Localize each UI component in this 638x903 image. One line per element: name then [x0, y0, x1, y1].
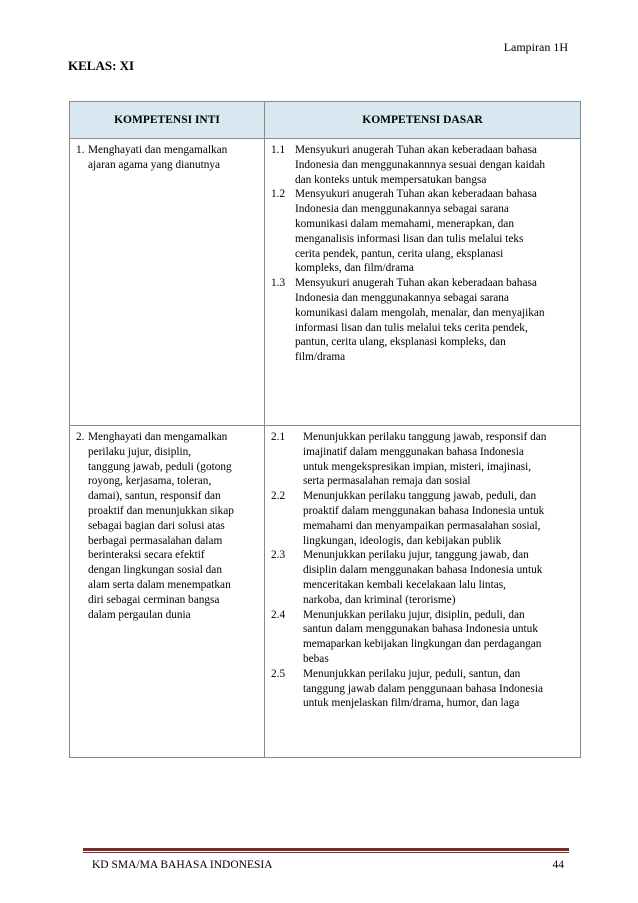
kd-text: [295, 143, 576, 187]
kd-item: [271, 187, 576, 276]
kd-line: untuk menjelaskan film/drama, humor, dan laga: [303, 697, 520, 710]
ki-text: [88, 143, 260, 173]
ki-text: [88, 430, 260, 622]
kd-line: Indonesia dan menggunakannya sebagai sarana: [295, 291, 509, 304]
kd-line: menganalisis informasi lisan dan tulis melalui teks: [295, 232, 524, 245]
kd-item: [271, 276, 576, 365]
kd-line: untuk mengekspresikan impian, misteri, imajinasi,: [303, 460, 532, 473]
kd-number: 1.3: [271, 277, 286, 290]
attachment-label: Lampiran 1H: [503, 40, 568, 54]
kd-line: informasi lisan dan tulis melalui teks cerita pendek,: [295, 321, 528, 334]
kd-number: 2.5: [271, 667, 286, 680]
kd-line: Menunjukkan perilaku jujur, tanggung jawab, dan: [303, 549, 529, 562]
kd-text: [303, 667, 576, 711]
kd-text: [303, 608, 576, 667]
kd-line: serta permasalahan remaja dan sosial: [303, 475, 471, 488]
kd-line: Indonesia dan menggunakannnya sesuai dengan kaidah: [295, 158, 546, 171]
kd-line: Menunjukkan perilaku jujur, disiplin, peduli, dan: [303, 608, 525, 621]
kd-line: Mensyukuri anugerah Tuhan akan keberadaan bahasa: [295, 188, 537, 201]
kd-line: tanggung jawab dalam penggunaan bahasa Indonesia: [303, 682, 543, 695]
footer-title: KD SMA/MA BAHASA INDONESIA: [92, 859, 273, 871]
ki-line: sebagai bagian dari solusi atas: [88, 519, 225, 532]
ki-line: perilaku jujur, disiplin,: [88, 445, 192, 458]
kd-number: 1.2: [271, 188, 286, 201]
ki-line: berinteraksi secara efektif: [88, 549, 205, 562]
kd-number: 2.1: [271, 431, 286, 443]
kd-line: cerita pendek, pantun, cerita ulang, eksplanasi: [295, 247, 504, 260]
ki-line: Menghayati dan mengamalkan: [88, 431, 228, 443]
table-header-row: [70, 102, 581, 139]
kd-line: memahami dan menyampaikan permasalahan sosial,: [303, 519, 541, 532]
kd-text: [295, 187, 576, 276]
kd-line: Menunjukkan perilaku tanggung jawab, responsif dan: [303, 431, 547, 443]
table-row: [70, 426, 581, 758]
kd-item: [271, 143, 576, 187]
kd-line: Mensyukuri anugerah Tuhan akan keberadaan bahasa: [295, 144, 537, 156]
kd-line: lingkungan, ideologis, dan kebijakan publik: [303, 534, 502, 547]
ki-line: tanggung jawab, peduli (gotong: [88, 460, 232, 473]
kd-line: Menunjukkan perilaku jujur, peduli, santun, dan: [303, 667, 521, 680]
page-number: 44: [552, 859, 564, 871]
kd-text: [303, 548, 576, 607]
ki-number: 2.: [76, 431, 85, 443]
kd-line: narkoba, dan kriminal (terorisme): [303, 593, 456, 606]
kd-line: Menunjukkan perilaku tanggung jawab, peduli, dan: [303, 490, 537, 503]
ki-cell: [70, 426, 265, 758]
kd-line: proaktif dalam menggunakan bahasa Indonesia untuk: [303, 504, 545, 517]
kd-line: kompleks, dan film/drama: [295, 262, 414, 275]
ki-line: proaktif dan menunjukkan sikap: [88, 504, 234, 517]
kd-text: [303, 489, 576, 548]
ki-line: diri sebagai cerminan bangsa: [88, 593, 220, 606]
ki-line: dalam pergaulan dunia: [88, 608, 191, 621]
kd-line: pantun, cerita ulang, eksplanasi kompleks, dan: [295, 336, 506, 349]
kd-line: disiplin dalam menggunakan bahasa Indonesia untuk: [303, 564, 543, 577]
kd-item: [271, 608, 576, 667]
col-header-kd: KOMPETENSI DASAR: [265, 102, 581, 139]
ki-cell: [70, 139, 265, 426]
ki-line: ajaran agama yang dianutnya: [88, 158, 221, 171]
ki-line: berbagai permasalahan dalam: [88, 534, 223, 547]
kd-number: 2.4: [271, 608, 286, 621]
ki-number: 1.: [76, 144, 85, 156]
col-header-ki: KOMPETENSI INTI: [70, 102, 265, 139]
footer-divider-thin: [83, 852, 569, 853]
class-heading: KELAS: XI: [68, 58, 135, 73]
kd-line: Mensyukuri anugerah Tuhan akan keberadaan bahasa: [295, 277, 537, 290]
kd-text: [295, 276, 576, 365]
kd-line: Indonesia dan menggunakannya sebagai sarana: [295, 203, 509, 216]
kd-item: [271, 667, 576, 711]
kd-item: [271, 548, 576, 607]
ki-line: Menghayati dan mengamalkan: [88, 144, 228, 156]
kd-number: 2.2: [271, 490, 286, 503]
kd-number: 2.3: [271, 549, 286, 562]
kd-line: memaparkan kebijakan lingkungan dan perdagangan: [303, 638, 542, 651]
kd-line: dan konteks untuk mempersatukan bangsa: [295, 173, 487, 186]
kd-line: imajinatif dalam menggunakan bahasa Indonesia: [303, 445, 524, 458]
kd-item: [271, 430, 576, 489]
table-row: [70, 139, 581, 426]
competency-table: [69, 101, 581, 758]
kd-line: bebas: [303, 652, 329, 665]
ki-line: alam serta dalam menempatkan: [88, 578, 231, 591]
kd-line: santun dalam menggunakan bahasa Indonesia untuk: [303, 623, 538, 636]
kd-cell: [265, 139, 581, 426]
kd-cell: [265, 426, 581, 758]
ki-line: dengan lingkungan sosial dan: [88, 564, 222, 577]
kd-item: [271, 489, 576, 548]
kd-text: [303, 430, 576, 489]
footer-divider: [83, 848, 569, 851]
ki-line: damai), santun, responsif dan: [88, 490, 221, 503]
kd-line: komunikasi dalam memahami, menerapkan, dan: [295, 217, 514, 230]
kd-number: 1.1: [271, 144, 286, 156]
kd-line: menceritakan kembali kecelakaan lalu lintas,: [303, 578, 506, 591]
kd-line: film/drama: [295, 351, 346, 364]
ki-line: royong, kerjasama, toleran,: [88, 475, 212, 488]
kd-line: komunikasi dalam mengolah, menalar, dan menyajikan: [295, 306, 545, 319]
